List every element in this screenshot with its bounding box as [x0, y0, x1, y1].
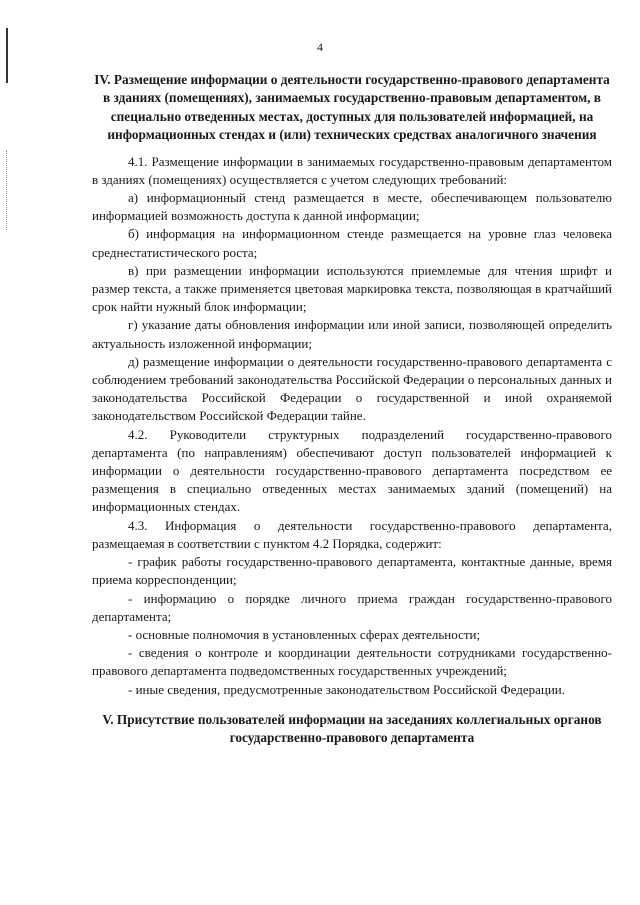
list-item-d: д) размещение информации о деятельности государственно-правового департамента с соблюдением требований законодательства Российской Федерации о персональных данных и законодательства Российской Федерации о государственной и иной охраняемой законодательством Российской Федерации тайне. [92, 353, 612, 424]
page-number: 4 [317, 40, 323, 54]
bullet-item-other: - иные сведения, предусмотренные законодательством Российской Федерации. [128, 681, 565, 697]
list-item-b: б) информация на информационном стенде размещается на уровне глаз человека среднестатистического роста; [92, 226, 612, 260]
document-body [92, 71, 612, 748]
section-5-heading: V. Присутствие пользователей информации на заседаниях коллегиальных органов государственно-правового департамента [102, 711, 602, 746]
bullet-item-control: - сведения о контроле и координации деятельности сотрудниками государственно-правового департамента подведомственных государственных учреждений; [92, 645, 612, 679]
paragraph-4-1: 4.1. Размещение информации в занимаемых государственно-правовым департаментом в зданиях (помещениях) осуществляется с учетом следующих требований: [92, 153, 612, 187]
section-4-heading: IV. Размещение информации о деятельности государственно-правового департамента в зданиях (помещениях), занимаемых государственно-правовым департаментом, в специально отведенных местах, доступных для пользователей информацией, на информационных стендах и (или) технических средствах аналогичного значения [94, 72, 610, 143]
bullet-item-schedule: - график работы государственно-правового департамента, контактные данные, время приема корреспонденции; [92, 554, 612, 588]
bullet-item-reception: - информацию о порядке личного приема граждан государственно-правового департамента; [92, 590, 612, 624]
list-item-v: в) при размещении информации используются приемлемые для чтения шрифт и размер текста, а также применяется цветовая маркировка текста, позволяющая в кратчайший срок найти нужный блок информации; [92, 262, 612, 315]
paragraph-4-2: 4.2. Руководители структурных подразделений государственно-правового департамента (по направлениям) обеспечивают доступ пользователей информацией к информации о деятельности государственно-правового департамента посредством ее размещения в специально отведенных местах занимаемых зданий (помещений) на информационных стендах. [92, 426, 612, 515]
scan-margin-artifact [6, 150, 11, 230]
list-item-a: а) информационный стенд размещается в месте, обеспечивающем пользователю информацией возможность доступа к данной информации; [92, 190, 612, 224]
bullet-item-powers: - основные полномочия в установленных сферах деятельности; [128, 626, 481, 642]
scan-margin-mark [6, 28, 8, 83]
paragraph-4-3: 4.3. Информация о деятельности государственно-правового департамента, размещаемая в соответствии с пунктом 4.2 Порядка, содержит: [92, 517, 612, 551]
list-item-g: г) указание даты обновления информации или иной записи, позволяющей определить актуальность изложенной информации; [92, 317, 612, 351]
